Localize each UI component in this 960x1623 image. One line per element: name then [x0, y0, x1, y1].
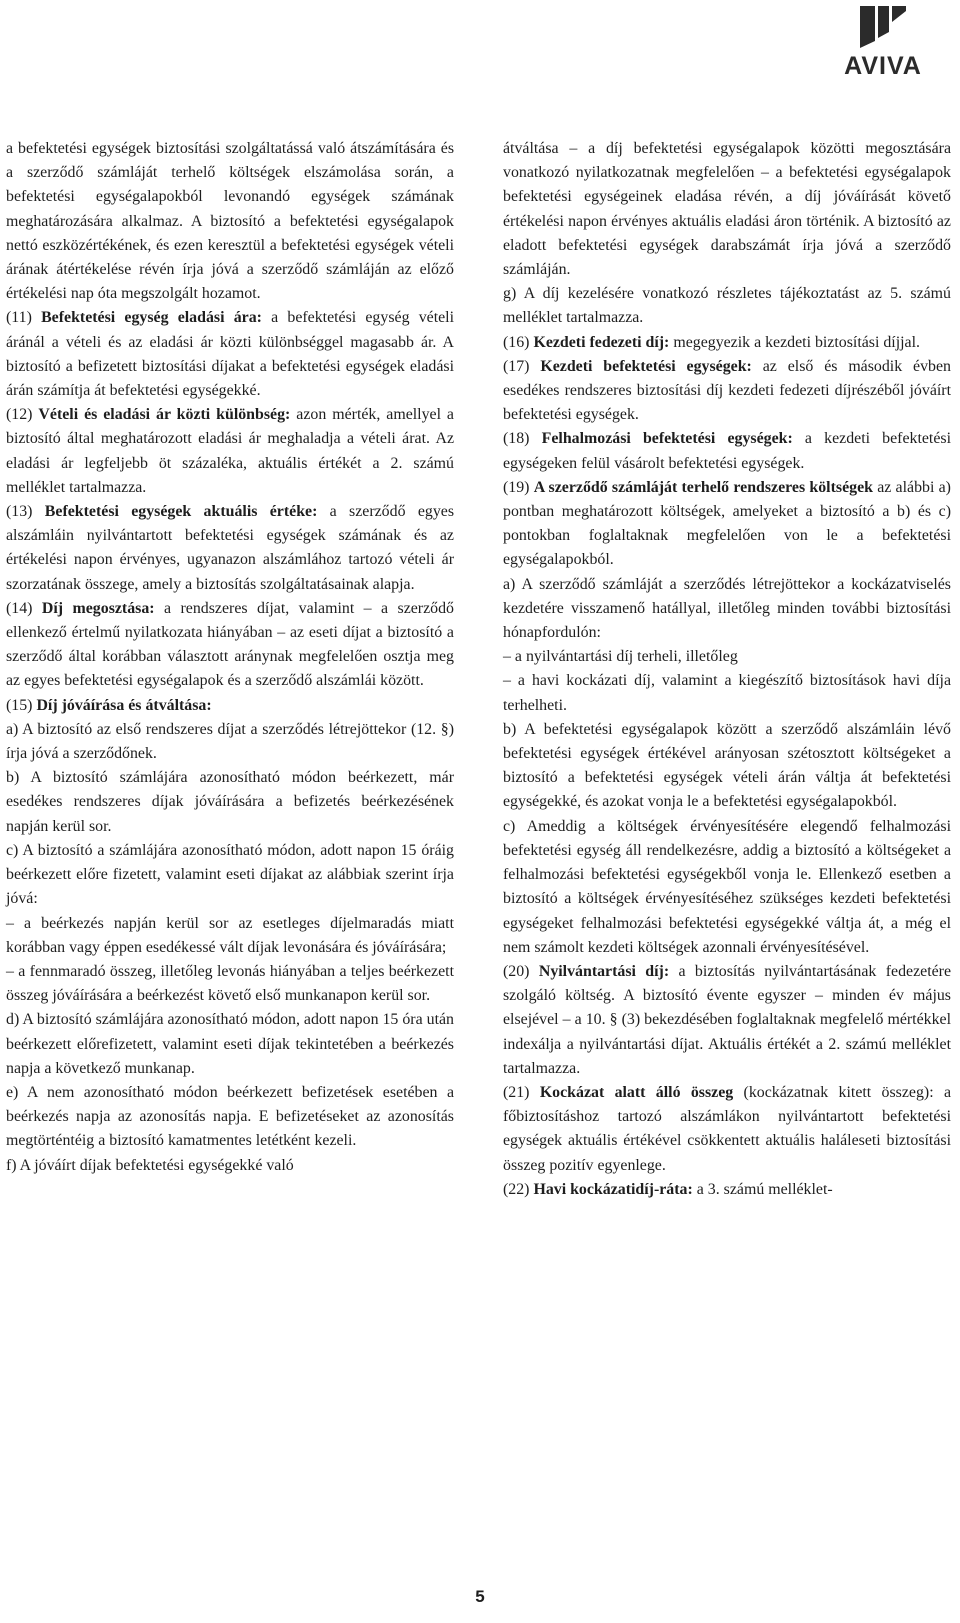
term-heading: Díj megosztása:	[41, 599, 155, 617]
term-heading: Vételi és eladási ár közti különbség:	[38, 406, 291, 424]
aviva-emblem-icon	[858, 4, 908, 50]
aviva-logo	[828, 4, 938, 82]
paragraph-15f-continued: átváltása – a díj befektetési egységalapok közötti megosztására vonatkozó nyilatkozatnak megfelelően – a befektetési egységalapok befektetési egységeinek eladása révén, a díj jóváírását követő értékelési napon érvényes aktuális eladási áron történik. A biztosító az eladott befektetési egységek darabszámát írja jóvá a szerződő számláján.	[503, 140, 951, 279]
paragraph-19a: a) A szerződő számláját a szerződés létrejöttekor a kockázatviselés kezdetére visszamenő hatállyal, illetőleg minden további biztosítási hónapfordulón:	[503, 575, 951, 642]
paragraph-18: (18) Felhalmozási befektetési egységek: a kezdeti befektetési egységeken felül vásárolt befektetési egységek.	[503, 430, 951, 472]
paragraph-20: (20) Nyilvántartási díj: a biztosítás nyilvántartásának fedezetére szolgáló költség. A biztosító évente egyszer – minden év május elsejével – a 10. § (3) bekezdésében foglaltaknak megfelelő mértékkel indexálja a nyilvántartási díjat. Aktuális értékét a 2. számú melléklet tartalmazza.	[503, 962, 952, 1077]
paragraph-11: (11) Befektetési egység eladási ára: a befektetési egység vételi áránál a vételi és az eladási ár közti különbséggel magasabb ár. A biztosító a befizetett biztosítási díjakat a befektetési egységek eladási árán számítja át befektetési egységekké.	[6, 309, 454, 400]
term-heading: Kezdeti befektetési egységek:	[540, 357, 752, 375]
paragraph-19a-item: – a nyilvántartási díj terheli, illetőleg	[503, 648, 738, 666]
paragraph-15g: g) A díj kezelésére vonatkozó részletes tájékoztatást az 5. számú melléklet tartalmazza.	[503, 285, 951, 327]
paragraph-15c: c) A biztosító a számlájára azonosítható módon, adott napon 15 óráig beérkezett előre fizetett, valamint eseti díjakat az alábbiak szerint írja jóvá:	[6, 841, 454, 908]
paragraph-19a-item: – a havi kockázati díj, valamint a kiegészítő biztosítások havi díja terhelheti.	[503, 672, 951, 714]
paragraph-12: (12) Vételi és eladási ár közti különbség: azon mérték, amellyel a biztosító által meghatározott eladási ár meghaladja a vételi árat. Az eladási ár legfeljebb öt százaléka, aktuális értékét a 2. számú melléklet tartalmazza.	[6, 406, 454, 496]
paragraph-19c: c) Ameddig a költségek érvényesítésére elegendő felhalmozási befektetési egység áll rendelkezésre, addig a biztosító a költségeket a felhalmozási befektetési egységekből vonja le. Ellenkező esetben a biztosító a költségek érvényesítéséhez szükséges kezdeti befektetési egységeket felhalmozási befektetési egységekké váltja át, a még el nem számolt kezdeti költségek azonnali érvényesítésével.	[503, 817, 951, 956]
term-heading: A szerződő számláját terhelő rendszeres költségek	[533, 478, 873, 496]
paragraph-19b: b) A befektetési egységalapok között a szerződő alszámláin lévő befektetési egységek értékével arányosan szétosztott költségeket a biztosító a befektetési egységek vételi árán váltja át befektetési egységekké, és azokat vonja le a befektetési egységalapokból.	[503, 720, 951, 811]
page-number: 5	[475, 1587, 485, 1606]
paragraph-13: (13) Befektetési egységek aktuális értéke: a szerződő egyes alszámláin nyilvántartott befektetési egységek számának és az értékelési napon érvényes, ugyanazon alszámlához tartozó vételi ár szorzatának összege, amely a biztosítás szolgáltatásainak alapja.	[6, 503, 455, 593]
paragraph-15c-item: – a beérkezés napján kerül sor az esetleges díjelmaradás miatt korábban vagy éppen esedékessé vált díjak levonására és jóváírására;	[6, 914, 454, 956]
right-column	[503, 137, 951, 1202]
paragraph-15e: e) A nem azonosítható módon beérkezett befizetések esetében a beérkezés napja az azonosítás napja. E befizetéseket az azonosítás megtörténtéig a biztosító kamatmentes letétként kezeli.	[6, 1083, 454, 1150]
term-heading: Befektetési egységek aktuális értéke:	[44, 503, 318, 521]
paragraph-15f: f) A jóváírt díjak befektetési egységekké való	[6, 1156, 294, 1174]
paragraph-17: (17) Kezdeti befektetési egységek: az első és második évben esedékes rendszeres biztosítási díj kezdeti fedezeti díjrészéből jóváírt befektetési egységek.	[503, 357, 951, 424]
term-heading: Felhalmozási befektetési egységek:	[541, 430, 793, 448]
paragraph-15a: a) A biztosító az első rendszeres díjat a szerződés létrejöttekor (12. §) írja jóvá a szerződőnek.	[6, 720, 454, 763]
paragraph-21: (21) Kockázat alatt álló összeg (kockázatnak kitett összeg): a főbiztosításhoz tartozó alszámlákon nyilvántartott befektetési egységek aktuális értékével csökkentett aktuális haláleseti biztosítási összeg pozitív egyenlege.	[503, 1083, 951, 1174]
paragraph-16: (16) Kezdeti fedezeti díj: megegyezik a kezdeti biztosítási díjjal.	[503, 333, 920, 351]
term-heading: Havi kockázatidíj-ráta:	[533, 1180, 693, 1198]
paragraph-19: (19) A szerződő számláját terhelő rendszeres költségek az alábbi a) pontban meghatározott költségek, amelyeket a biztosító a b) és c) pontokban foglaltaknak megfelelően von le a befektetési egységalapokból.	[503, 478, 951, 569]
term-heading: Kezdeti fedezeti díj:	[533, 333, 670, 351]
paragraph-22: (22) Havi kockázatidíj-ráta: a 3. számú melléklet-	[503, 1180, 833, 1198]
term-heading: Kockázat alatt álló összeg	[539, 1083, 734, 1101]
paragraph-15c-item: – a fennmaradó összeg, illetőleg levonás hiányában a teljes beérkezett összeg jóváírására a beérkezést követő első munkanapon kerül sor.	[6, 962, 454, 1005]
term-heading: Nyilvántartási díj:	[538, 962, 670, 980]
paragraph-15b: b) A biztosító számlájára azonosítható módon beérkezett, már esedékes rendszeres díjak jóváírására a befizetés beérkezésének napján kerül sor.	[6, 769, 454, 835]
paragraph-15d: d) A biztosító számlájára azonosítható módon, adott napon 15 óra után beérkezett előrefizetett, valamint eseti díjak tekintetében a beérkezés napja a következő munkanap.	[6, 1011, 454, 1077]
term-heading: Befektetési egység eladási ára:	[41, 309, 262, 327]
paragraph-14: (14) Díj megosztása: a rendszeres díjat, valamint – a szerződő ellenkező értelmű nyilatkozata hiányában – az eseti díjat a biztosító a szerződő által korábban választott aránynak megfelelően osztja meg az egyes befektetési egységalapok és a szerződő alszámlái között.	[6, 599, 454, 690]
paragraph: a befektetési egységek biztosítási szolgáltatássá való átszámítására és a szerződő számláját terhelő költségek elszámolása során, a befektetési egységalapokból levonandó egységek számának meghatározására alkalmaz. A biztosító a befektetési egységalapok nettó eszközértékének, és ezen keresztül a befektetési egységek vételi árának átértékelése révén írja jóvá a szerződő számláján az előző értékelési nap óta megszolgált hozamot.	[6, 140, 454, 303]
left-column	[6, 137, 454, 1178]
term-heading: Díj jóváírása és átváltása:	[36, 696, 212, 714]
paragraph-15: (15) Díj jóváírása és átváltása:	[6, 696, 212, 714]
logo-wordmark: AVIVA	[844, 52, 922, 80]
